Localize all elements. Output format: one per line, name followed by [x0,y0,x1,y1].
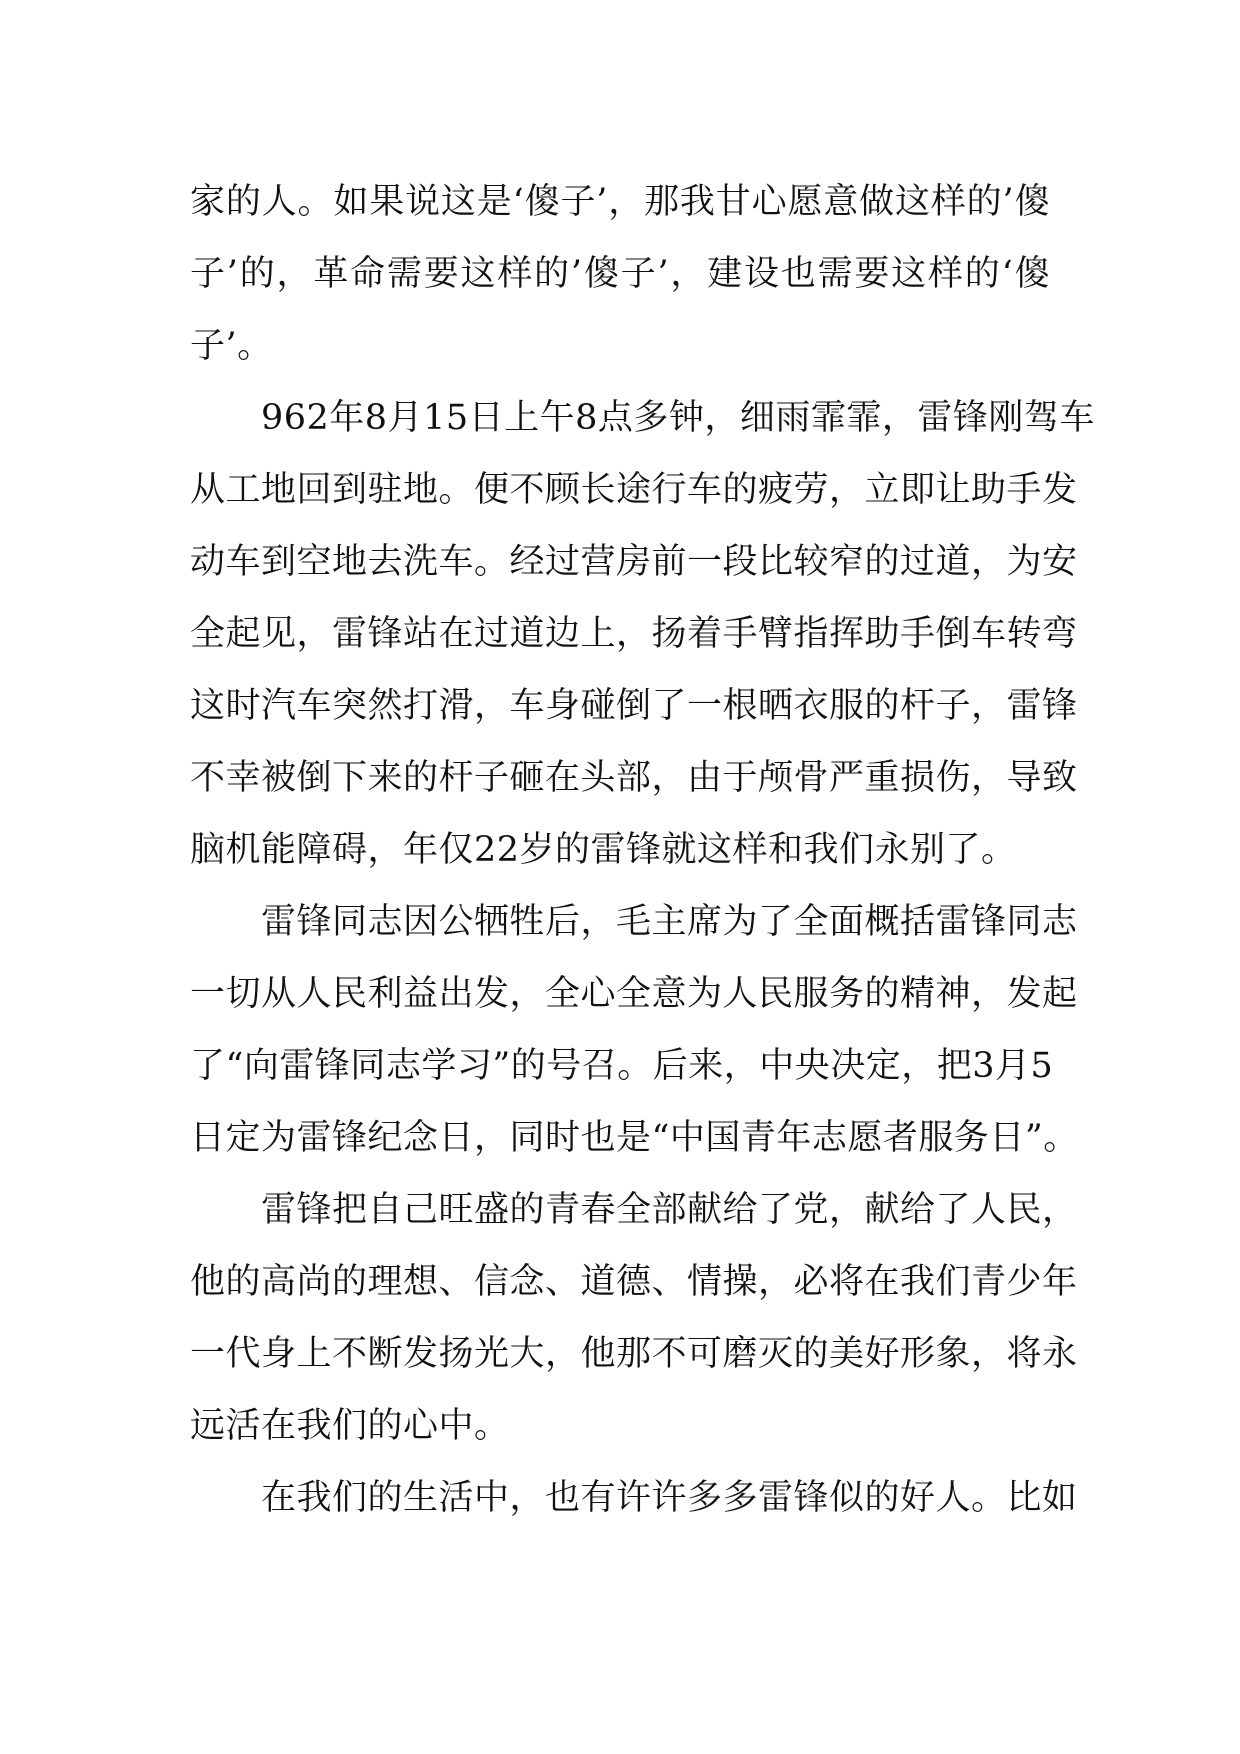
paragraph-4 [190,1174,1078,1462]
text-line: 子’。 [190,326,273,366]
text-line: 雷锋同志因公牺牲后，毛主席为了全面概括雷锋同志 [190,902,1078,942]
paragraph-5 [190,1462,1078,1534]
text-line: 一代身上不断发扬光大，他那不可磨灭的美好形象，将永 [190,1334,1078,1374]
text-line: 动车到空地去洗车。经过营房前一段比较窄的过道，为安 [190,542,1078,582]
text-line: 日定为雷锋纪念日，同时也是“中国青年志愿者服务日”。 [190,1118,1079,1158]
text-line: 在我们的生活中，也有许许多多雷锋似的好人。比如 [190,1478,1078,1518]
text-line: 他的高尚的理想、信念、道德、情操，必将在我们青少年 [190,1262,1078,1302]
paragraph-1 [190,166,1050,382]
text-line: 一切从人民利益出发，全心全意为人民服务的精神，发起 [190,974,1078,1014]
text-line: 从工地回到驻地。便不顾长途行车的疲劳，立即让助手发 [190,470,1078,510]
text-line: 这时汽车突然打滑，车身碰倒了一根晒衣服的杆子，雷锋 [190,686,1078,726]
text-line: 远活在我们的心中。 [190,1406,510,1446]
text-line: 家的人。如果说这是‘傻子’，那我甘心愿意做这样的’傻 [190,182,1050,222]
text-line: 脑机能障碍，年仅22岁的雷锋就这样和我们永别了。 [190,830,1017,870]
text-line: 子’的，革命需要这样的’傻子’，建设也需要这样的‘傻 [190,254,1050,294]
paragraph-3 [190,886,1079,1174]
paragraph-2 [190,382,1095,886]
text-line: 不幸被倒下来的杆子砸在头部，由于颅骨严重损伤，导致 [190,758,1078,798]
document-body [190,166,1095,1534]
text-line: 雷锋把自己旺盛的青春全部献给了党，献给了人民， [190,1190,1078,1230]
text-line: 了“向雷锋同志学习”的号召。后来，中央决定，把3月5 [190,1046,1054,1086]
text-line: 全起见，雷锋站在过道边上，扬着手臂指挥助手倒车转弯 [190,614,1078,654]
text-line: 962年8月15日上午8点多钟，细雨霏霏，雷锋刚驾车 [190,398,1095,438]
